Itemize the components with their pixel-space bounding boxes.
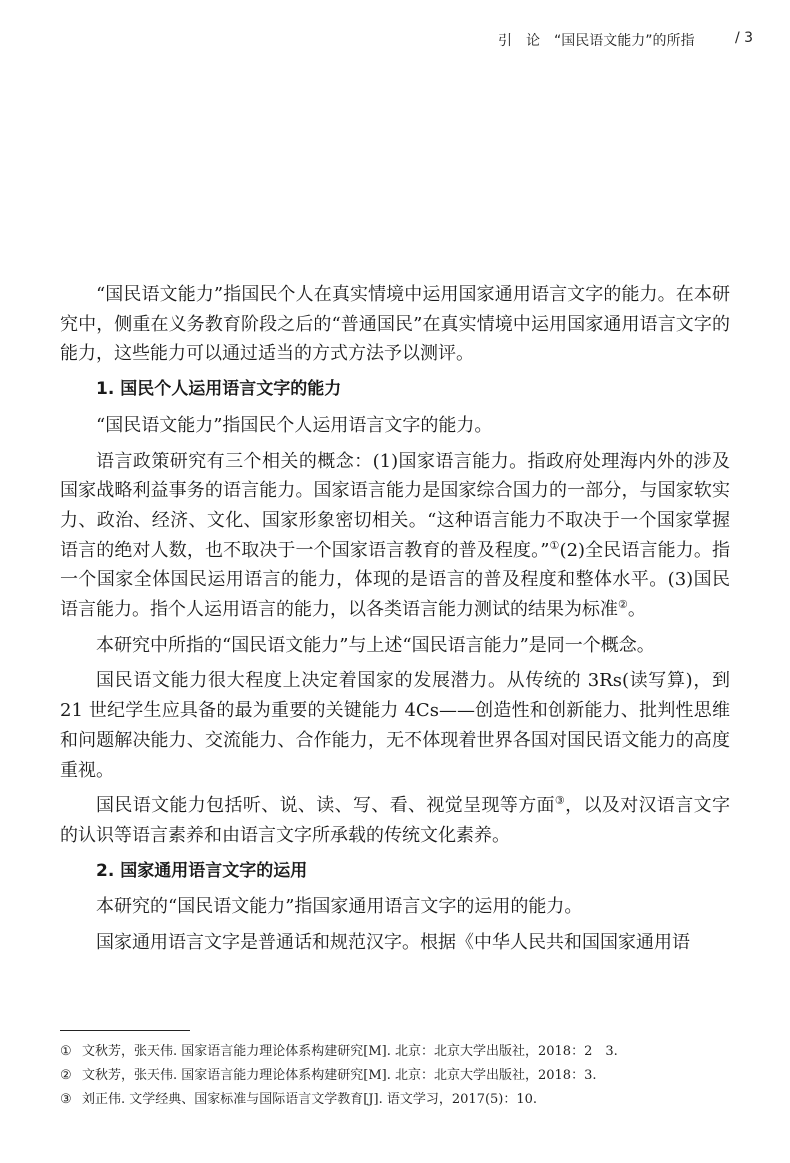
paragraph: 本研究中所指的“国民语文能力”与上述“国民语言能力”是同一个概念。 (96, 634, 655, 656)
page-number: / 3 (735, 30, 754, 46)
footnote-ref-1[interactable]: ① (549, 538, 560, 552)
footnote-mark: ① (60, 1044, 72, 1059)
section-heading-2: 2. 国家通用语言文字的运用 (96, 860, 308, 881)
footnote-3 (60, 1088, 750, 1112)
paragraph: “国民语文能力”指国民个人在真实情境中运用国家通用语言文字的能力。在本研究中，侧重在义务教育阶段之后的“普通国民”在真实情境中运用国家通用语言文字的能力，这些能力可以通过适当的方式方法予以测评。 (60, 284, 730, 365)
footnote-divider (60, 1030, 190, 1031)
paragraph-text: 。 (627, 599, 646, 621)
paragraph: 国家通用语言文字是普通话和规范汉字。根据《中华人民共和国国家通用语 (96, 932, 690, 954)
paragraph-text: (2)全民语言能力。指一个国家全体国民运用语言的能力，体现的是语言的普及程度和整体水平。(3)国民语言能力。指个人运用语言的能力，以各类语言能力测试的结果为标准 (60, 539, 730, 621)
footnote-mark: ③ (60, 1092, 72, 1107)
paragraph (60, 447, 730, 625)
footnote-mark: ② (60, 1068, 72, 1083)
paragraph: “国民语文能力”指国民个人运用语言文字的能力。 (96, 414, 493, 436)
footnote-ref-2[interactable]: ② (618, 598, 628, 612)
footnote-text: 文秋芳，张天伟. 国家语言能力理论体系构建研究[M]. 北京：北京大学出版社，2018：2 3. (82, 1044, 618, 1059)
paragraph (60, 791, 730, 850)
footnotes (60, 1040, 750, 1112)
footnote-2 (60, 1064, 750, 1088)
footnote-text: 文秋芳，张天伟. 国家语言能力理论体系构建研究[M]. 北京：北京大学出版社，2018：3. (82, 1068, 597, 1083)
paragraph-text: ，以及对汉语言文字的认识等语言素养和由语言文字所承载的传统文化素养。 (60, 795, 730, 846)
paragraph: 国民语文能力很大程度上决定着国家的发展潜力。从传统的 3Rs(读写算)，到 21 世纪学生应具备的最为重要的关键能力 4Cs——创造性和创新能力、批判性思维和问题解决能力、交流能力、合作能力，无不体现着世界各国对国民语文能力的高度重视。 (60, 670, 730, 781)
footnote-ref-3[interactable]: ③ (554, 794, 566, 808)
header-title: 引 论 “国民语文能力”的所指 (498, 33, 695, 49)
body-text (60, 280, 730, 964)
footnote-1 (60, 1040, 750, 1064)
footnote-text: 刘正伟. 文学经典、国家标准与国际语言文学教育[J]. 语文学习，2017(5)：10. (82, 1092, 538, 1107)
section-heading-1: 1. 国民个人运用语言文字的能力 (96, 379, 342, 400)
paragraph: 本研究的“国民语文能力”指国家通用语言文字的运用的能力。 (96, 896, 583, 918)
running-header (0, 30, 790, 54)
paragraph-text: 国民语文能力包括听、说、读、写、看、视觉呈现等方面 (96, 795, 555, 817)
paragraph-text: 语言政策研究有三个相关的概念：(1)国家语言能力。指政府处理海内外的涉及国家战略利益事务的语言能力。国家语言能力是国家综合国力的一部分，与国家软实力、政治、经济、文化、国家形象密切相关。“这种语言能力不取决于一个国家掌握语言的绝对人数，也不取决于一个国家语言教育的普及程度。” (60, 450, 730, 561)
